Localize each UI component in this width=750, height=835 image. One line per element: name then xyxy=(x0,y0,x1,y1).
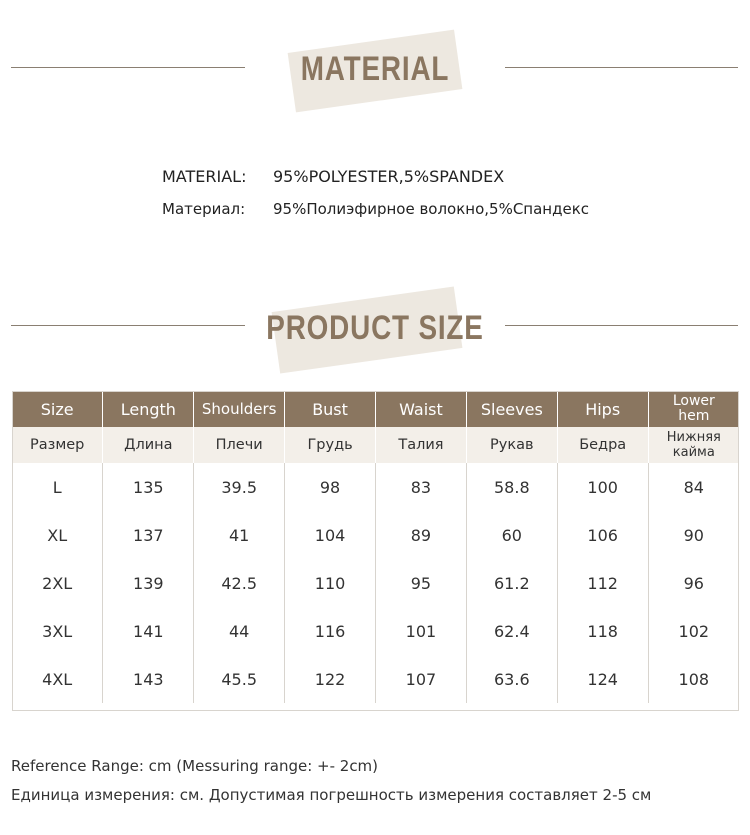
table-header-ru xyxy=(12,427,739,463)
header-length: Length xyxy=(103,391,194,427)
material-ru-value: 95%Полиэфирное волокно,5%Спандекс xyxy=(273,200,590,218)
size-table xyxy=(12,391,739,703)
table-row xyxy=(12,607,739,655)
material-en-value: 95%POLYESTER,5%SPANDEX xyxy=(273,167,505,186)
material-ru-row xyxy=(162,200,589,218)
header-shoulders: Shoulders xyxy=(194,391,285,427)
cell: 84 xyxy=(683,477,704,497)
header-ru-shoulders: Плечи xyxy=(194,427,285,463)
divider-right xyxy=(505,325,738,326)
cell: 100 xyxy=(557,463,648,511)
divider-right xyxy=(505,67,738,68)
divider-left xyxy=(11,67,245,68)
header-bust: Bust xyxy=(285,391,376,427)
cell: 3XL xyxy=(12,607,103,655)
material-en-row xyxy=(162,167,504,186)
cell: 139 xyxy=(103,559,194,607)
cell: 44 xyxy=(194,607,285,655)
cell: 90 xyxy=(683,525,704,545)
cell: 95 xyxy=(376,559,467,607)
cell: 62.4 xyxy=(466,607,557,655)
header-sleeves: Sleeves xyxy=(466,391,557,427)
cell: 83 xyxy=(376,463,467,511)
cell: 135 xyxy=(103,463,194,511)
cell: 102 xyxy=(678,621,710,641)
cell: 107 xyxy=(376,655,467,703)
material-en-label: MATERIAL: xyxy=(162,167,247,186)
cell: 60 xyxy=(466,511,557,559)
header-ru-waist: Талия xyxy=(376,427,467,463)
cell: 63.6 xyxy=(466,655,557,703)
material-heading: MATERIAL xyxy=(300,50,450,88)
divider-left xyxy=(11,325,245,326)
cell: 122 xyxy=(285,655,376,703)
cell: 118 xyxy=(557,607,648,655)
reference-note-en: Reference Range: cm (Messuring range: +- 2cm) xyxy=(11,757,379,775)
cell: 110 xyxy=(285,559,376,607)
cell: 96 xyxy=(683,573,704,593)
cell: 58.8 xyxy=(466,463,557,511)
table-header-en xyxy=(12,391,739,427)
cell: 41 xyxy=(194,511,285,559)
header-ru-sleeves: Рукав xyxy=(466,427,557,463)
reference-note-ru: Единица измерения: см. Допустимая погрешность измерения составляет 2-5 см xyxy=(11,786,652,804)
cell: 45.5 xyxy=(194,655,285,703)
cell: 89 xyxy=(376,511,467,559)
cell: 42.5 xyxy=(194,559,285,607)
cell: 116 xyxy=(285,607,376,655)
cell: 106 xyxy=(557,511,648,559)
cell: 39.5 xyxy=(194,463,285,511)
cell: 124 xyxy=(557,655,648,703)
header-waist: Waist xyxy=(376,391,467,427)
size-heading: PRODUCT SIZE xyxy=(266,309,484,347)
header-hips: Hips xyxy=(557,391,648,427)
material-ru-label: Материал: xyxy=(162,200,246,218)
table-row xyxy=(12,559,739,607)
header-ru-hips: Бедра xyxy=(557,427,648,463)
header-lower-hem: Lower hem xyxy=(648,391,739,427)
cell: 4XL xyxy=(12,655,103,703)
cell: 137 xyxy=(103,511,194,559)
header-size: Size xyxy=(12,391,103,427)
cell: 98 xyxy=(285,463,376,511)
table-row xyxy=(12,511,739,559)
cell: 143 xyxy=(103,655,194,703)
header-ru-bust: Грудь xyxy=(285,427,376,463)
cell: 101 xyxy=(376,607,467,655)
header-ru-lower-hem: Нижняя кайма xyxy=(648,427,739,463)
cell: 2XL xyxy=(12,559,103,607)
table-row xyxy=(12,655,739,703)
cell: XL xyxy=(12,511,103,559)
cell: 112 xyxy=(557,559,648,607)
header-ru-size: Размер xyxy=(12,427,103,463)
header-ru-length: Длина xyxy=(103,427,194,463)
cell: 104 xyxy=(285,511,376,559)
cell: L xyxy=(12,463,103,511)
cell: 108 xyxy=(678,669,710,689)
table-row xyxy=(12,463,739,511)
cell: 61.2 xyxy=(466,559,557,607)
cell: 141 xyxy=(103,607,194,655)
